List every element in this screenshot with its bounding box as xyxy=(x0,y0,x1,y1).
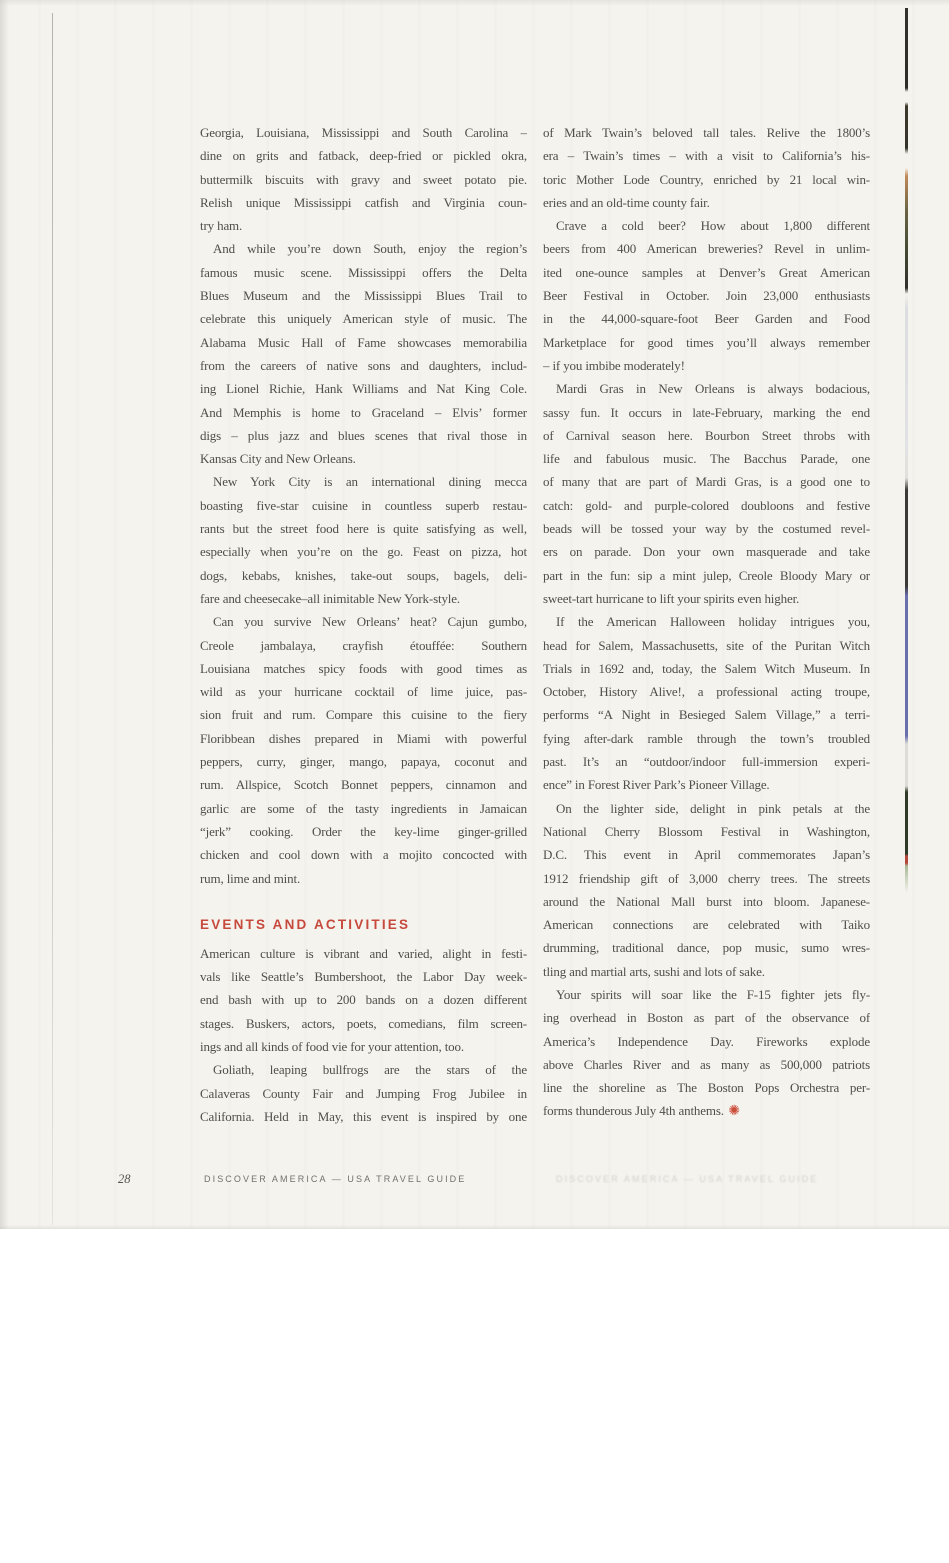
text-line: ings and all kinds of food vie for your attention, too. xyxy=(200,1038,464,1054)
text-line: above Charles River and as many as 500,000 patriots xyxy=(543,1056,870,1072)
text-line: of Carnival season here. Bourbon Street throbs with xyxy=(543,427,870,443)
text-line: fying after-dark ramble through the town’s troubled xyxy=(543,730,870,746)
text-line: Trials in 1692 and, today, the Salem Witch Museum. In xyxy=(543,660,870,676)
text-line: especially when you’re on the go. Feast on pizza, hot xyxy=(200,544,527,560)
text-line: dogs, kebabs, knishes, take-out soups, bagels, deli- xyxy=(200,567,527,583)
text-line: of Mark Twain’s beloved tall tales. Relive the 1800’s xyxy=(543,125,870,140)
text-line: National Cherry Blossom Festival in Washington, xyxy=(543,823,870,839)
text-line: garlic are some of the tasty ingredients in Jamaican xyxy=(200,800,527,816)
text-column-left xyxy=(200,121,527,1128)
text-line: Calaveras County Fair and Jumping Frog Jubilee in xyxy=(200,1085,527,1101)
text-line: beers from 400 American breweries? Revel in unlim- xyxy=(543,241,870,257)
text-line: ing overhead in Boston as part of the observance of xyxy=(543,1010,870,1026)
text-line: sion fruit and rum. Compare this cuisine to the fiery xyxy=(200,707,527,723)
text-line: rants but the street food here is quite satisfying as well, xyxy=(200,521,527,537)
text-line: around the National Mall burst into bloom. Japanese- xyxy=(543,893,870,909)
text-line: chicken and cool down with a mojito concocted with xyxy=(200,847,527,863)
text-line: Georgia, Louisiana, Mississippi and South Carolina – xyxy=(200,125,527,140)
text-line: peppers, curry, ginger, mango, papaya, coconut and xyxy=(200,754,527,770)
text-line: “jerk” cooking. Order the key-lime ginger-grilled xyxy=(200,823,527,839)
next-page-edge-strip xyxy=(905,8,908,893)
text-line: line the shoreline as The Boston Pops Orchestra per- xyxy=(543,1080,870,1096)
text-line: from the careers of native sons and daughters, includ- xyxy=(200,357,527,373)
text-line: drumming, traditional dance, pop music, sumo wres- xyxy=(543,940,870,956)
text-line: And Memphis is home to Graceland – Elvis’ former xyxy=(200,404,527,420)
text-line: sassy fun. It occurs in late-February, marking the end xyxy=(543,404,870,420)
show-through-ghost: DISCOVER AMERICA — USA TRAVEL GUIDE xyxy=(556,1174,819,1184)
page-crease-line xyxy=(52,13,53,1225)
text-line: buttermilk biscuits with gravy and sweet potato pie. xyxy=(200,171,527,187)
text-line: famous music scene. Mississippi offers the Delta xyxy=(200,264,527,280)
text-line: fare and cheesecake–all inimitable New York-style. xyxy=(200,590,460,606)
section-heading: EVENTS AND ACTIVITIES xyxy=(200,916,411,932)
text-line: try ham. xyxy=(200,218,243,234)
page-number: 28 xyxy=(118,1172,131,1186)
text-line: Mardi Gras in New Orleans is always bodacious, xyxy=(556,381,870,397)
text-line: toric Mother Lode Country, enriched by 21 local win- xyxy=(543,171,870,187)
text-line: part in the fun: sip a mint julep, Creole Bloody Mary or xyxy=(543,567,870,583)
text-line: of many that are part of Mardi Gras, is a good one to xyxy=(543,474,870,490)
text-line: American connections are celebrated with Taiko xyxy=(543,917,870,933)
text-line: in the 44,000-square-foot Beer Garden and Food xyxy=(543,311,870,327)
text-line: eries and an old-time county fair. xyxy=(543,194,710,210)
text-line: tling and martial arts, sushi and lots of sake. xyxy=(543,963,765,979)
text-line: digs – plus jazz and blues scenes that rival those in xyxy=(200,427,527,443)
text-line: Crave a cold beer? How about 1,800 different xyxy=(556,218,870,234)
text-line: ers on parade. Don your own masquerade and take xyxy=(543,544,870,560)
text-line: New York City is an international dining mecca xyxy=(213,474,527,490)
text-line: American culture is vibrant and varied, alight in festi- xyxy=(200,945,527,961)
text-line: performs “A Night in Besieged Salem Village,” a terri- xyxy=(543,707,870,723)
text-line: Goliath, leaping bullfrogs are the stars of the xyxy=(213,1062,527,1078)
text-line: dine on grits and fatback, deep-fried or pickled okra, xyxy=(200,148,527,164)
text-line: end bash with up to 200 bands on a dozen different xyxy=(200,992,527,1008)
text-line: forms thunderous July 4th anthems. ✺ xyxy=(543,1103,741,1120)
text-column-right xyxy=(543,121,870,1123)
text-line: If the American Halloween holiday intrigues you, xyxy=(556,614,870,630)
text-line: Louisiana matches spicy foods with good times as xyxy=(200,660,527,676)
text-line: Your spirits will soar like the F-15 fighter jets fly- xyxy=(556,986,870,1002)
text-line: ing Lionel Richie, Hank Williams and Nat King Cole. xyxy=(200,381,527,397)
text-line: Creole jambalaya, crayfish étouffée: Southern xyxy=(200,637,527,653)
text-line: On the lighter side, delight in pink petals at the xyxy=(556,800,870,816)
text-line: wild as your hurricane cocktail of lime juice, pas- xyxy=(200,684,527,700)
text-line: head for Salem, Massachusetts, site of the Puritan Witch xyxy=(543,637,870,653)
text-line: ence” in Forest River Park’s Pioneer Village. xyxy=(543,777,770,793)
text-line: 1912 friendship gift of 3,000 cherry trees. The streets xyxy=(543,870,870,886)
text-line: sweet-tart hurricane to lift your spirits even higher. xyxy=(543,590,800,606)
text-line: stages. Buskers, actors, poets, comedians, film screen- xyxy=(200,1015,527,1031)
text-line: Marketplace for good times you’ll always remember xyxy=(543,334,870,350)
text-line: California. Held in May, this event is inspired by one xyxy=(200,1108,527,1124)
text-line: life and fabulous music. The Bacchus Parade, one xyxy=(543,451,870,467)
text-line: ited one-ounce samples at Denver’s Great American xyxy=(543,264,870,280)
text-line: era – Twain’s times – with a visit to California’s his- xyxy=(543,148,870,164)
text-line: – if you imbibe moderately! xyxy=(543,357,685,373)
text-line: rum. Allspice, Scotch Bonnet peppers, cinnamon and xyxy=(200,777,527,793)
end-of-article-mark: ✺ xyxy=(723,1103,741,1120)
text-line: boasting five-star cuisine in countless superb restau- xyxy=(200,497,527,513)
text-line: Alabama Music Hall of Fame showcases memorabilia xyxy=(200,334,527,350)
text-line: D.C. This event in April commemorates Japan’s xyxy=(543,847,870,863)
text-line: Relish unique Mississippi catfish and Virginia coun- xyxy=(200,194,527,210)
text-line: vals like Seattle’s Bumbershoot, the Labor Day week- xyxy=(200,969,527,985)
text-line: catch: gold- and purple-colored doubloons and festive xyxy=(543,497,870,513)
text-line: past. It’s an “outdoor/indoor full-immersion experi- xyxy=(543,754,870,770)
text-line: celebrate this uniquely American style of music. The xyxy=(200,311,527,327)
text-line: America’s Independence Day. Fireworks explode xyxy=(543,1033,870,1049)
text-line: Can you survive New Orleans’ heat? Cajun gumbo, xyxy=(213,614,527,630)
text-line: And while you’re down South, enjoy the region’s xyxy=(213,241,527,257)
text-line: Kansas City and New Orleans. xyxy=(200,451,356,467)
text-line: Floribbean dishes prepared in Miami with powerful xyxy=(200,730,527,746)
text-line: beads will be tossed your way by the costumed revel- xyxy=(543,521,870,537)
text-line: rum, lime and mint. xyxy=(200,870,301,886)
text-line: Beer Festival in October. Join 23,000 enthusiasts xyxy=(543,288,870,304)
text-line: October, History Alive!, a professional acting troupe, xyxy=(543,684,870,700)
text-line: Blues Museum and the Mississippi Blues Trail to xyxy=(200,288,527,304)
footer-running-title: DISCOVER AMERICA — USA TRAVEL GUIDE xyxy=(204,1174,467,1184)
